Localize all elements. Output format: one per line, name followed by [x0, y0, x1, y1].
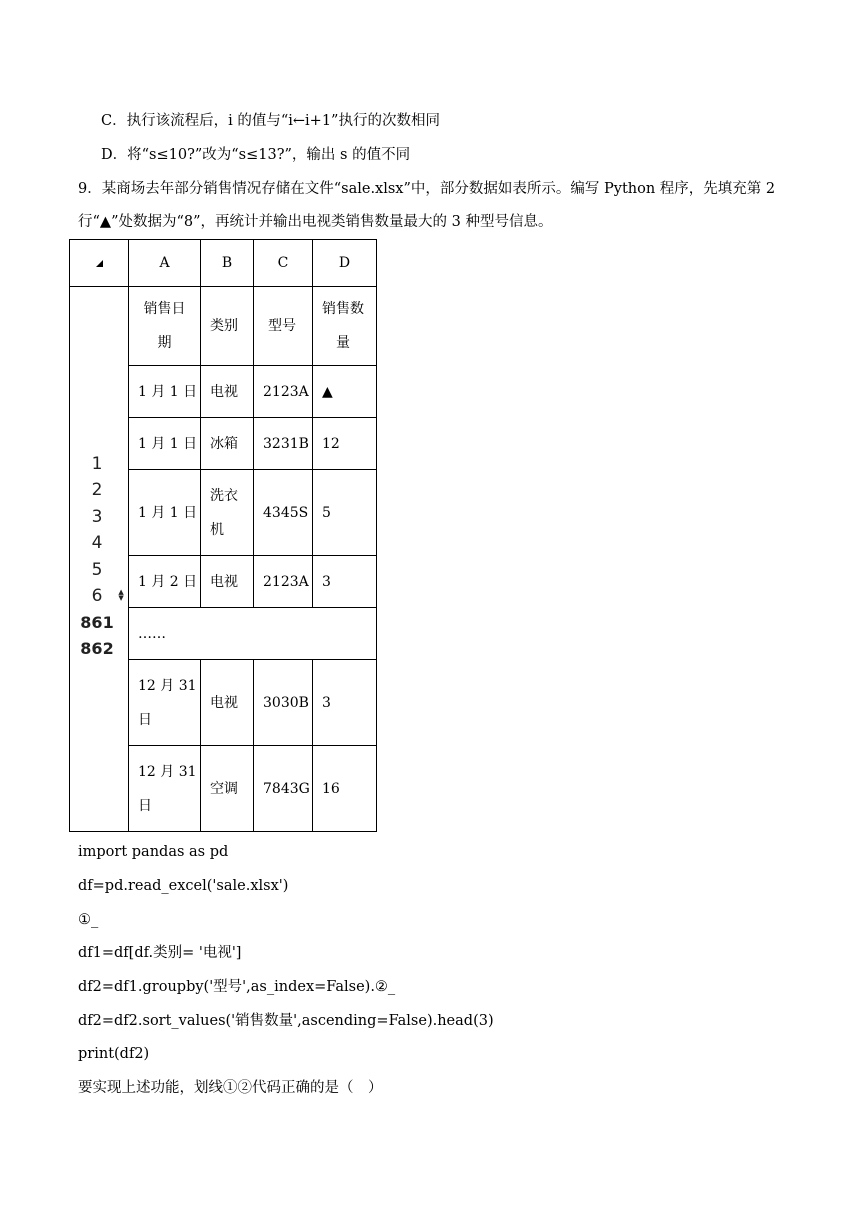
header-cell [254, 287, 313, 366]
question-line-2: 行“▲”处数据为“8”，再统计并输出电视类销售数量最大的 3 种型号信息。 [78, 214, 553, 230]
table-cell: 12 [313, 418, 377, 470]
header-cell [129, 287, 201, 366]
row-number-list [80, 451, 124, 663]
table-cell: 3030B [254, 660, 313, 746]
cell-text: 型号 [268, 318, 296, 334]
table-cell [129, 660, 201, 746]
cell-text: 机 [210, 521, 224, 538]
cell-text: 期 [157, 335, 172, 351]
cell-text: 12 月 31 [138, 677, 197, 694]
cell-text: 日 [138, 797, 152, 814]
table-cell: 1 月 2 日 [129, 556, 201, 608]
row-number: 6 [91, 586, 103, 607]
table-cell: 2123A [254, 556, 313, 608]
column-header: B [201, 240, 254, 287]
header-cell [313, 287, 377, 366]
row-number: 861 [80, 612, 114, 632]
cell-text: 销售日 [143, 301, 186, 317]
question-line-1: 9．某商场去年部分销售情况存储在文件“sale.xlsx”中，部分数据如表所示。编写 Python 程序，先填充第 2 [78, 181, 776, 197]
cell-text: 洗衣 [210, 487, 238, 504]
table-cell: 16 [313, 746, 377, 832]
select-all-corner [70, 240, 129, 287]
table-cell: 1 月 1 日 [129, 366, 201, 418]
cell-text: 12 月 31 [138, 763, 197, 780]
column-header: C [254, 240, 313, 287]
row-number: 2 [91, 480, 103, 501]
spreadsheet-table [69, 239, 377, 832]
option-c: C．执行该流程后，i 的值与“i←i+1”执行的次数相同 [101, 113, 440, 129]
row-number-6-wrap [80, 583, 124, 610]
code-line: df2=df2.sort_values('销售数量',ascending=False).head(3) [78, 1013, 494, 1029]
cell-text: 销售数 [322, 301, 364, 317]
row-number: 1 [91, 453, 103, 474]
table-cell: 冰箱 [201, 418, 254, 470]
row-number: 4 [91, 533, 103, 554]
table-cell: 1 月 1 日 [129, 470, 201, 556]
table-cell: 电视 [201, 660, 254, 746]
code-line-blank-2: df2=df1.groupby('型号',as_index=False).②_ [78, 979, 396, 995]
table-cell: 1 月 1 日 [129, 418, 201, 470]
table-cell: 电视 [201, 366, 254, 418]
table-cell: 5 [313, 470, 377, 556]
column-header: D [313, 240, 377, 287]
cell-text: 类别 [210, 318, 238, 334]
code-line: df1=df[df.类别= '电视'] [78, 945, 242, 961]
cell-text: 日 [138, 711, 152, 728]
code-line: print(df2) [78, 1046, 150, 1062]
option-d: D．将“s≤10?”改为“s≤13?”，输出 s 的值不同 [101, 147, 411, 163]
cell-text: 量 [336, 335, 350, 351]
table-cell: 电视 [201, 556, 254, 608]
header-cell [201, 287, 254, 366]
table-cell [129, 746, 201, 832]
row-number-column [70, 287, 129, 832]
row-number: 862 [80, 639, 114, 659]
column-header: A [129, 240, 201, 287]
ellipsis-cell: …… [129, 608, 377, 660]
table-cell: 2123A [254, 366, 313, 418]
table-cell: 4345S [254, 470, 313, 556]
table-cell [201, 470, 254, 556]
code-line-blank-1: ①_ [78, 912, 99, 928]
table-cell: 3231B [254, 418, 313, 470]
table-cell: 7843G [254, 746, 313, 832]
code-line: import pandas as pd [78, 844, 229, 860]
table-cell: 空调 [201, 746, 254, 832]
row-number: 3 [91, 506, 103, 527]
table-cell: 3 [313, 660, 377, 746]
row-break-arrows-icon: ▲ ▼ [118, 588, 124, 603]
table-cell: 3 [313, 556, 377, 608]
row-number: 5 [91, 559, 103, 580]
code-line: df=pd.read_excel('sale.xlsx') [78, 878, 289, 894]
answer-prompt: 要实现上述功能，划线①②代码正确的是（ ） [78, 1080, 383, 1096]
table-cell: ▲ [313, 366, 377, 418]
select-all-triangle-icon [96, 260, 103, 267]
